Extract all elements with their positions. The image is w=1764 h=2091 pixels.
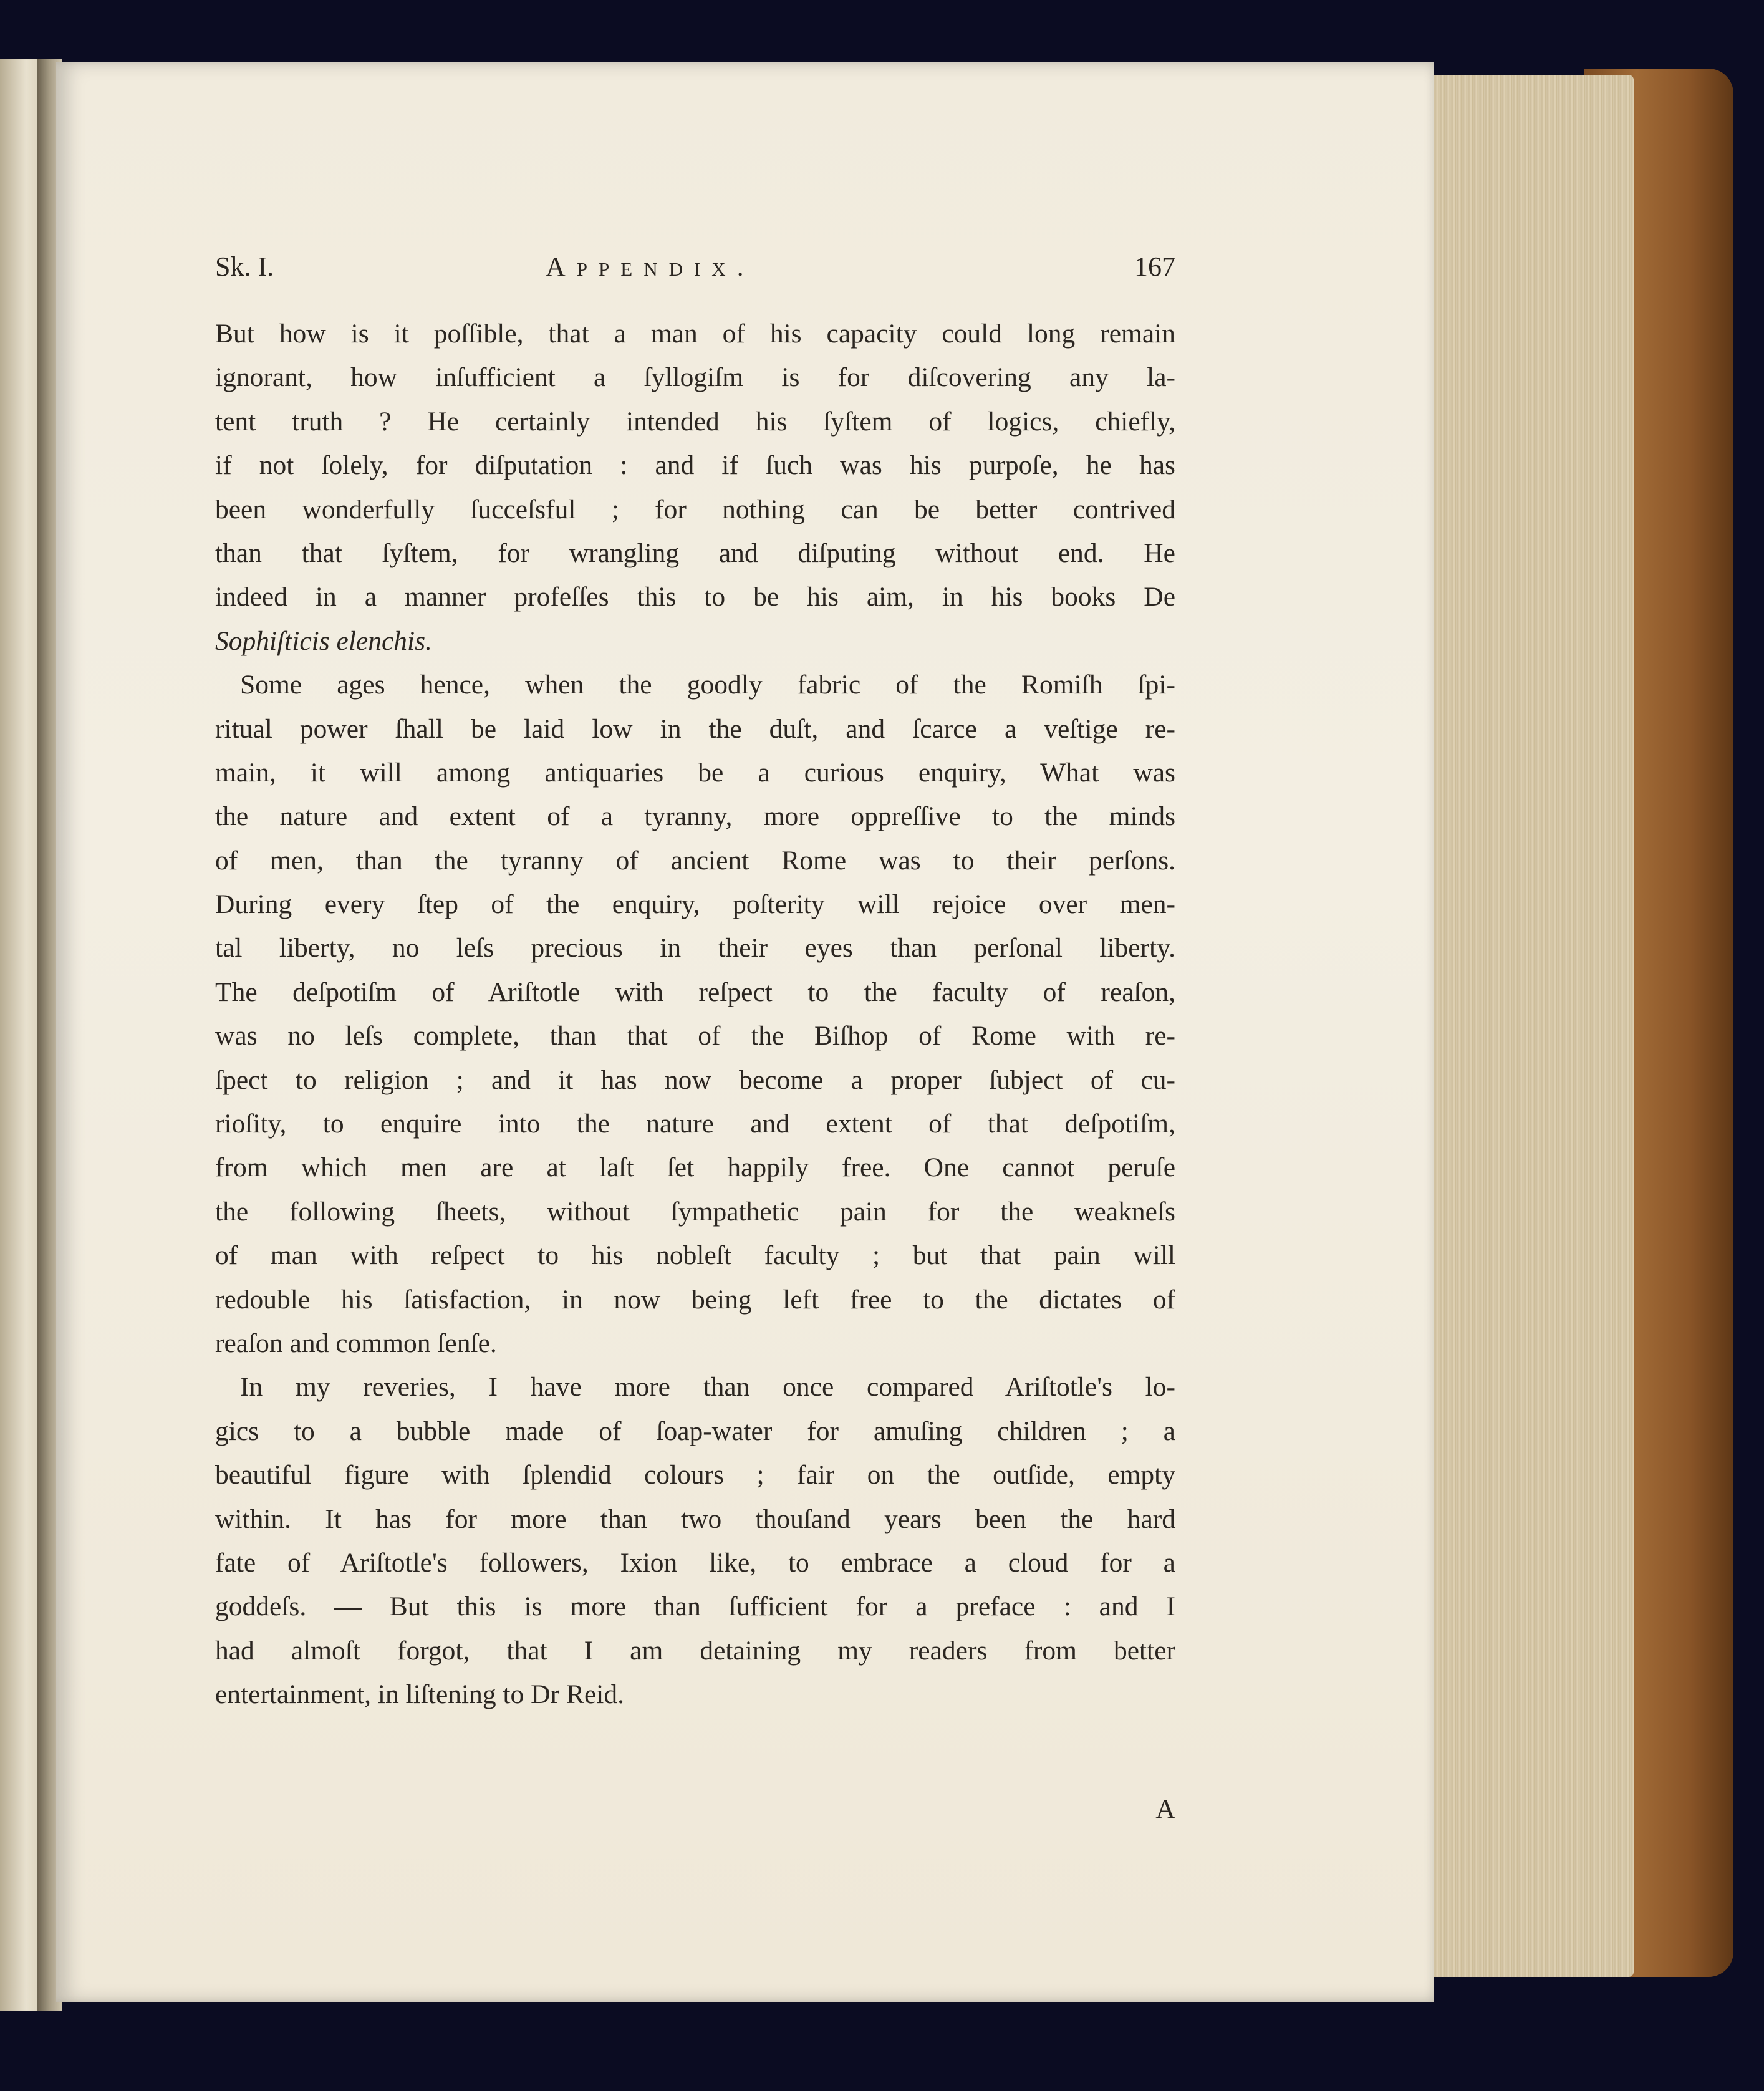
text-line: gics to a bubble made of ſoap-water for amuſing children ; a <box>215 1416 1175 1446</box>
text-line: Some ages hence, when the goodly fabric of the Romiſh ſpi- <box>240 670 1175 700</box>
text-line: from which men are at laſt ſet happily free. One cannot peruſe <box>215 1152 1175 1183</box>
text-line: In my reveries, I have more than once compared Ariſtotle's lo- <box>240 1372 1175 1403</box>
paragraph-3 <box>215 1365 1175 1716</box>
italic-title: Sophiſticis elenchis. <box>215 625 432 656</box>
text-line: of man with reſpect to his nobleſt faculty ; but that pain will <box>215 1240 1175 1271</box>
section-label: Sk. I. <box>215 251 274 282</box>
running-title: Appendix. <box>546 251 755 282</box>
text-line: the following ſheets, without ſympathetic pain for the weakneſs <box>215 1196 1175 1227</box>
text-line: fate of Ariſtotle's followers, Ixion like, to embrace a cloud for a <box>215 1547 1175 1578</box>
text-line: ſpect to religion ; and it has now become a proper ſubject of cu- <box>215 1065 1175 1095</box>
page-fore-edge <box>1428 75 1634 1977</box>
text-line: been wonderfully ſucceſsful ; for nothing can be better contrived <box>215 494 1175 524</box>
text-line: the nature and extent of a tyranny, more oppreſſive to the minds <box>215 801 1175 832</box>
paragraph-2 <box>215 663 1175 1365</box>
page-body <box>215 312 1175 1717</box>
text-line: main, it will among antiquaries be a curious enquiry, What was <box>215 757 1175 788</box>
paragraph-1 <box>215 312 1175 663</box>
text-line: was no leſs complete, than that of the Biſhop of Rome with re- <box>215 1021 1175 1051</box>
text-line: During every ſtep of the enquiry, poſterity will rejoice over men- <box>215 889 1175 920</box>
page-number: 167 <box>1134 251 1175 282</box>
text-line: beautiful figure with ſplendid colours ; fair on the outſide, empty <box>215 1460 1175 1490</box>
text-line: had almoſt forgot, that I am detaining my readers from better <box>215 1635 1175 1666</box>
text-line: tal liberty, no leſs precious in their eyes than perſonal liberty. <box>215 933 1175 963</box>
catchword: A <box>1155 1794 1175 1824</box>
text-line: rioſity, to enquire into the nature and extent of that deſpotiſm, <box>215 1109 1175 1139</box>
text-line: indeed in a manner profeſſes this to be his aim, in his books De <box>215 582 1175 612</box>
text-line: The deſpotiſm of Ariſtotle with reſpect to the faculty of reaſon, <box>215 977 1175 1007</box>
text-line: of men, than the tyranny of ancient Rome was to their perſons. <box>215 845 1175 876</box>
text-line: But how is it poſſible, that a man of his capacity could long remain <box>215 319 1175 349</box>
book-page <box>56 62 1434 2002</box>
text-line: redouble his ſatisfaction, in now being left free to the dictates of <box>215 1284 1175 1315</box>
text-line: entertainment, in liſtening to Dr Reid. <box>215 1679 624 1710</box>
text-line-italic <box>215 619 1175 663</box>
text-line: if not ſolely, for diſputation : and if ſuch was his purpoſe, he has <box>215 450 1175 481</box>
text-line: within. It has for more than two thouſand years been the hard <box>215 1504 1175 1534</box>
running-header <box>215 251 1175 288</box>
text-line: ignorant, how inſufficient a ſyllogiſm is for diſcovering any la- <box>215 362 1175 393</box>
text-line: goddeſs. — But this is more than ſufficient for a preface : and I <box>215 1591 1175 1622</box>
text-line: tent truth ? He certainly intended his ſyſtem of logics, chiefly, <box>215 406 1175 437</box>
text-line: than that ſyſtem, for wrangling and diſputing without end. He <box>215 538 1175 568</box>
text-line: reaſon and common ſenſe. <box>215 1328 497 1358</box>
text-line: ritual power ſhall be laid low in the duſt, and ſcarce a veſtige re- <box>215 713 1175 744</box>
